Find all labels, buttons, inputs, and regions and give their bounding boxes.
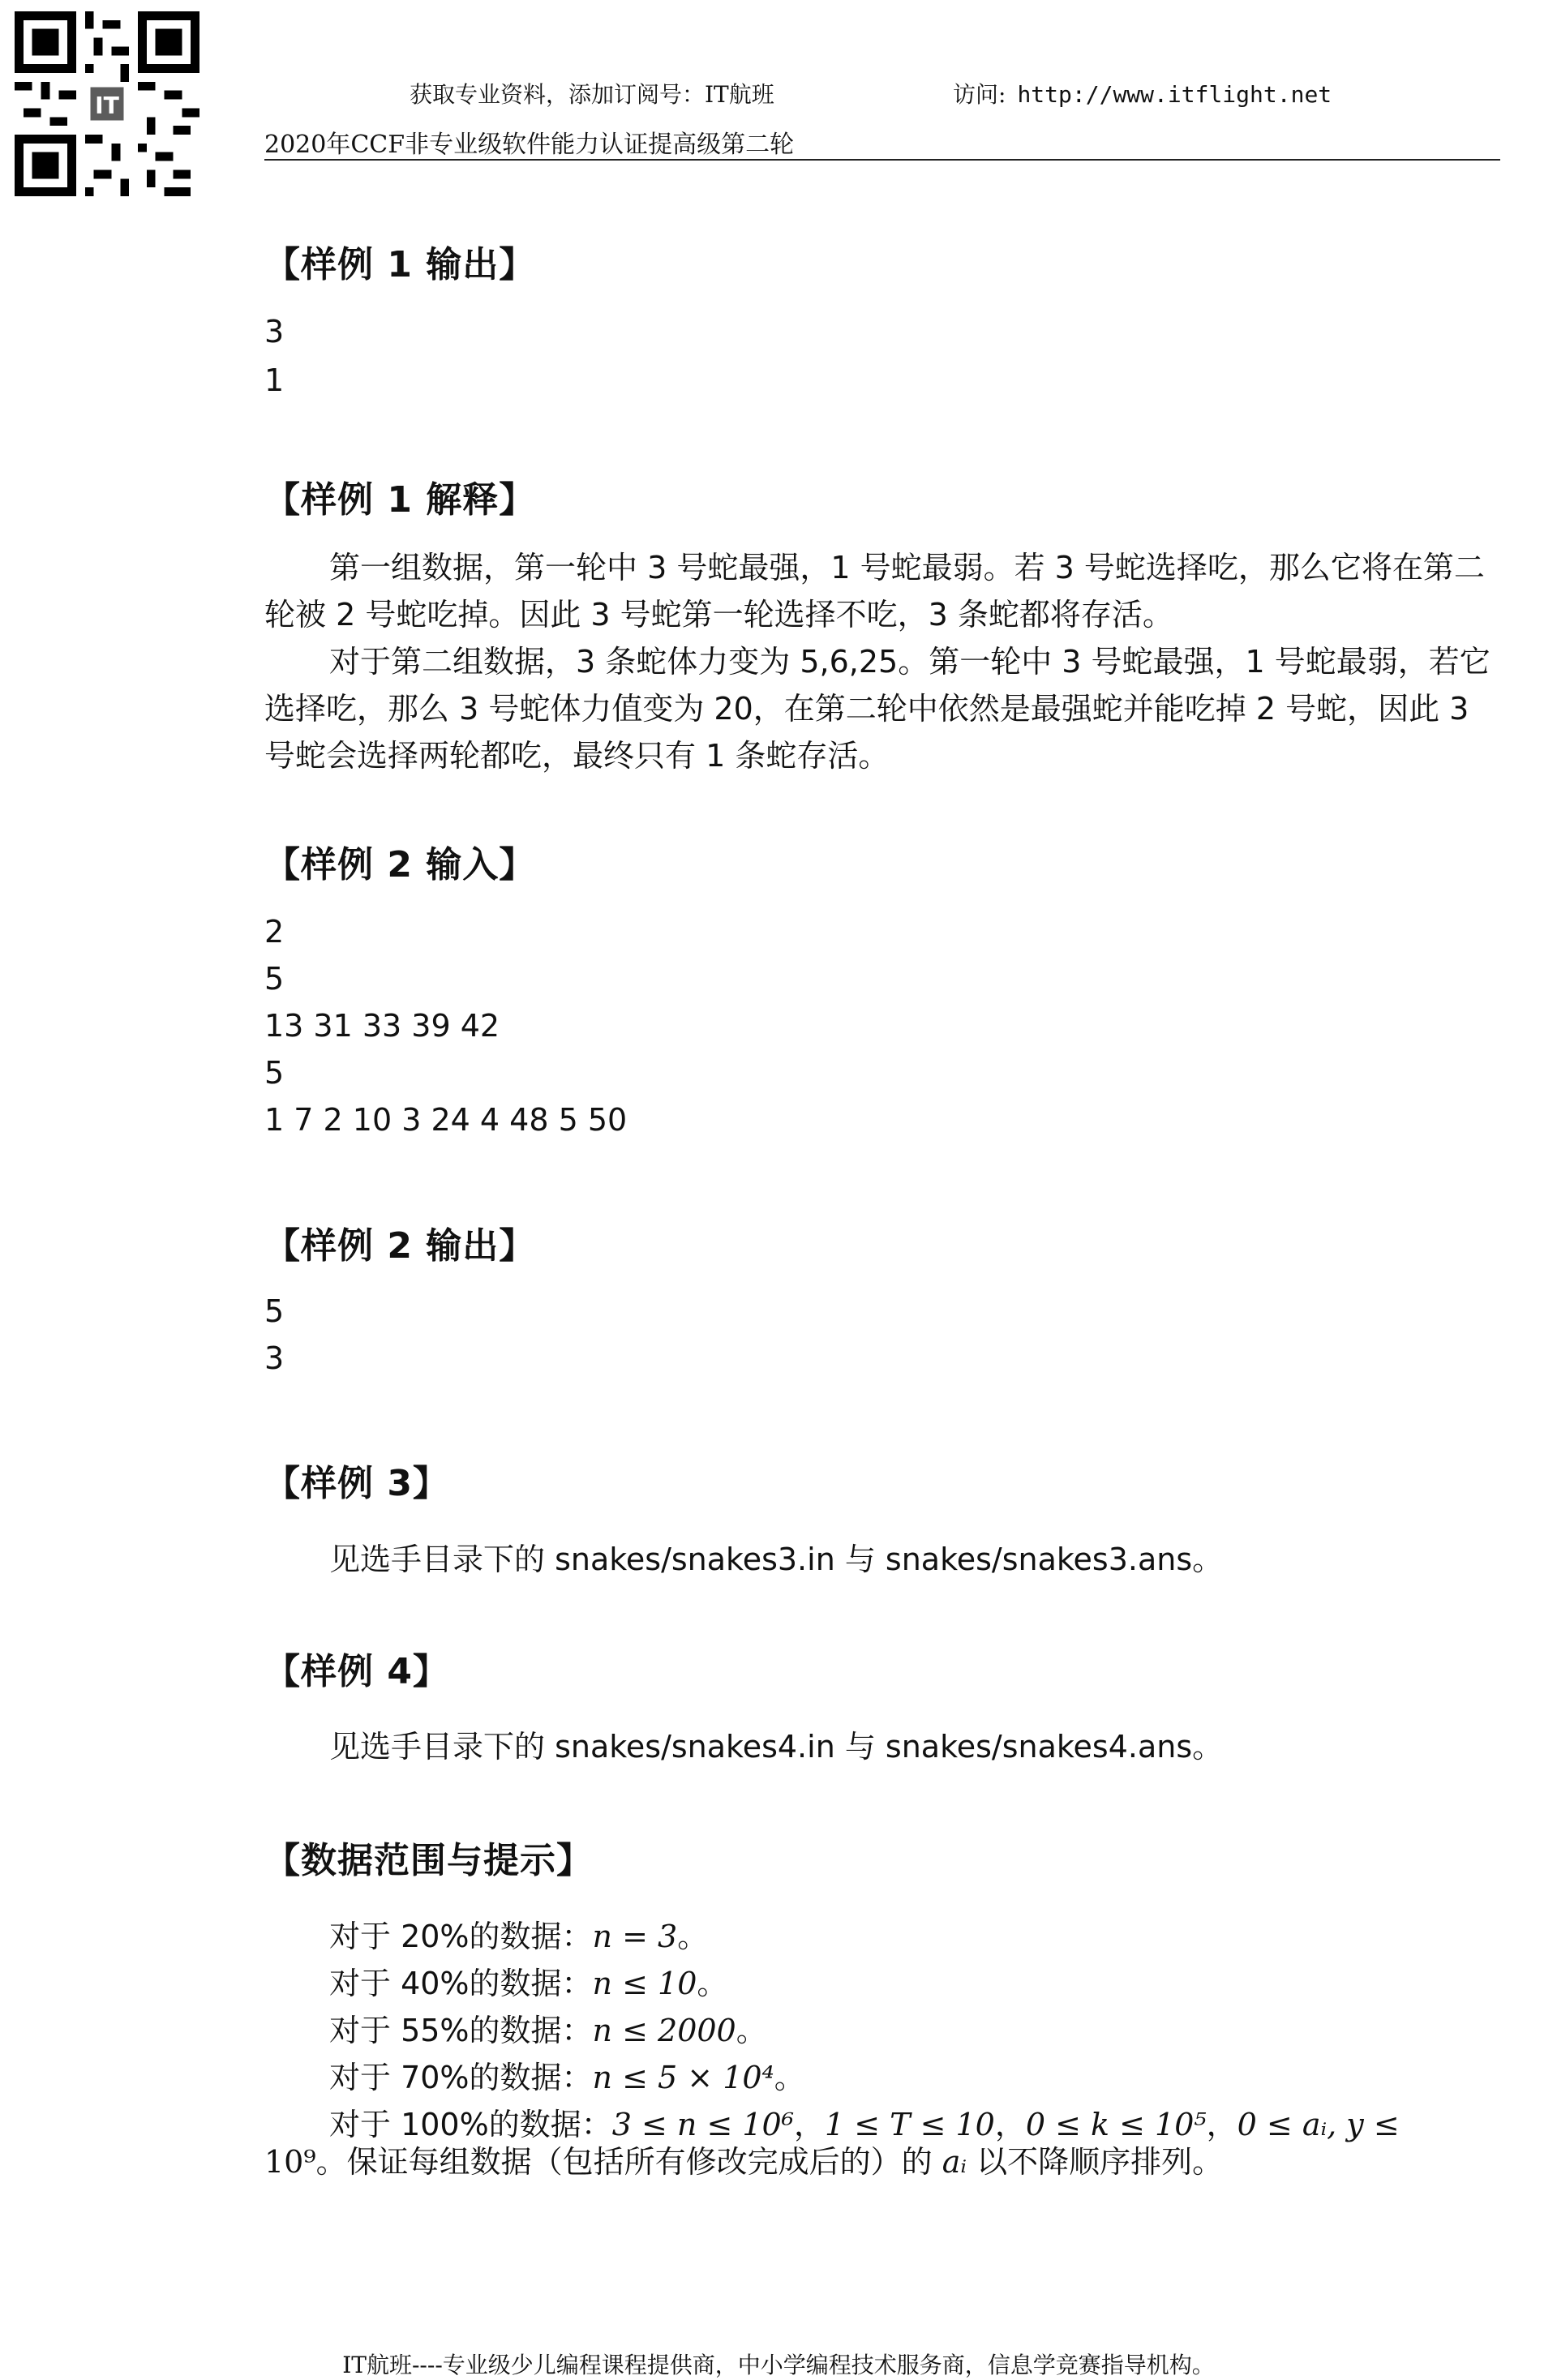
header-visit [953, 77, 1332, 109]
sample1-output-line: 1 [264, 362, 285, 398]
section-title-sample4: 【样例 4】 [264, 1651, 449, 1692]
range-line-55: 对于 55%的数据：n ≤ 2000。 [329, 2013, 767, 2048]
section-title-sample2-output: 【样例 2 输出】 [264, 1225, 536, 1267]
header-url-link[interactable]: http://www.itflight.net [1017, 81, 1332, 108]
sample1-output-line: 3 [264, 314, 285, 349]
header-subscribe-text: 获取专业资料，添加订阅号：IT航班 [410, 81, 774, 108]
sample2-input-line: 5 [264, 961, 285, 997]
range-line-guarantee: 10⁹。保证每组数据（包括所有修改完成后的）的 aᵢ 以不降顺序排列。 [264, 2144, 1224, 2180]
section-title-sample3: 【样例 3】 [264, 1463, 449, 1504]
section-title-sample2-input: 【样例 2 输入】 [264, 844, 536, 886]
section-title-data-range: 【数据范围与提示】 [264, 1840, 593, 1881]
explanation-paragraph-1: 第一组数据，第一轮中 3 号蛇最强，1 号蛇最弱。若 3 号蛇选择吃，那么它将在第二轮被 2 号蛇吃掉。因此 3 号蛇第一轮选择不吃，3 条蛇都将存活。 [264, 550, 1485, 633]
sample2-input-line: 5 [264, 1055, 285, 1091]
document-title: 2020年CCF非专业级软件能力认证提高级第二轮 [264, 131, 795, 159]
sample2-input-line: 2 [264, 914, 285, 950]
section-title-sample1-output: 【样例 1 输出】 [264, 244, 536, 285]
page-header [0, 77, 1557, 109]
range-line-40: 对于 40%的数据：n ≤ 10。 [329, 1966, 728, 2001]
sample3-text: 见选手目录下的 snakes/snakes3.in 与 snakes/snakes3.ans。 [329, 1542, 1224, 1577]
explanation-paragraph-2: 对于第二组数据，3 条蛇体力变为 5,6,25。第一轮中 3 号蛇最强，1 号蛇最弱，若它选择吃，那么 3 号蛇体力值变为 20，在第二轮中依然是最强蛇并能吃掉 2 号蛇，因此 3 号蛇会选择两轮都吃，最终只有 1 条蛇存活。 [264, 644, 1491, 774]
sample2-output-line: 3 [264, 1340, 285, 1376]
section-title-sample1-explanation: 【样例 1 解释】 [264, 479, 536, 521]
page-footer: IT航班----专业级少儿编程课程提供商，中小学编程技术服务商，信息学竞赛指导机构。 [342, 2352, 1215, 2378]
sample2-input-line: 13 31 33 39 42 [264, 1008, 500, 1044]
sample4-text: 见选手目录下的 snakes/snakes4.in 与 snakes/snakes4.ans。 [329, 1729, 1224, 1765]
sample2-output-line: 5 [264, 1293, 285, 1329]
range-line-100: 对于 100%的数据：3 ≤ n ≤ 10⁶，1 ≤ T ≤ 10，0 ≤ k ≤ 10⁵，0 ≤ aᵢ, y ≤ [329, 2107, 1400, 2142]
range-line-20: 对于 20%的数据：n = 3。 [329, 1919, 709, 1954]
svg-text:IT: IT [95, 92, 119, 119]
sample2-input-line: 1 7 2 10 3 24 4 48 5 50 [264, 1102, 628, 1138]
header-divider [264, 159, 1500, 161]
header-visit-label: 访问: [953, 81, 1006, 108]
range-line-70: 对于 70%的数据：n ≤ 5 × 10⁴。 [329, 2060, 805, 2095]
